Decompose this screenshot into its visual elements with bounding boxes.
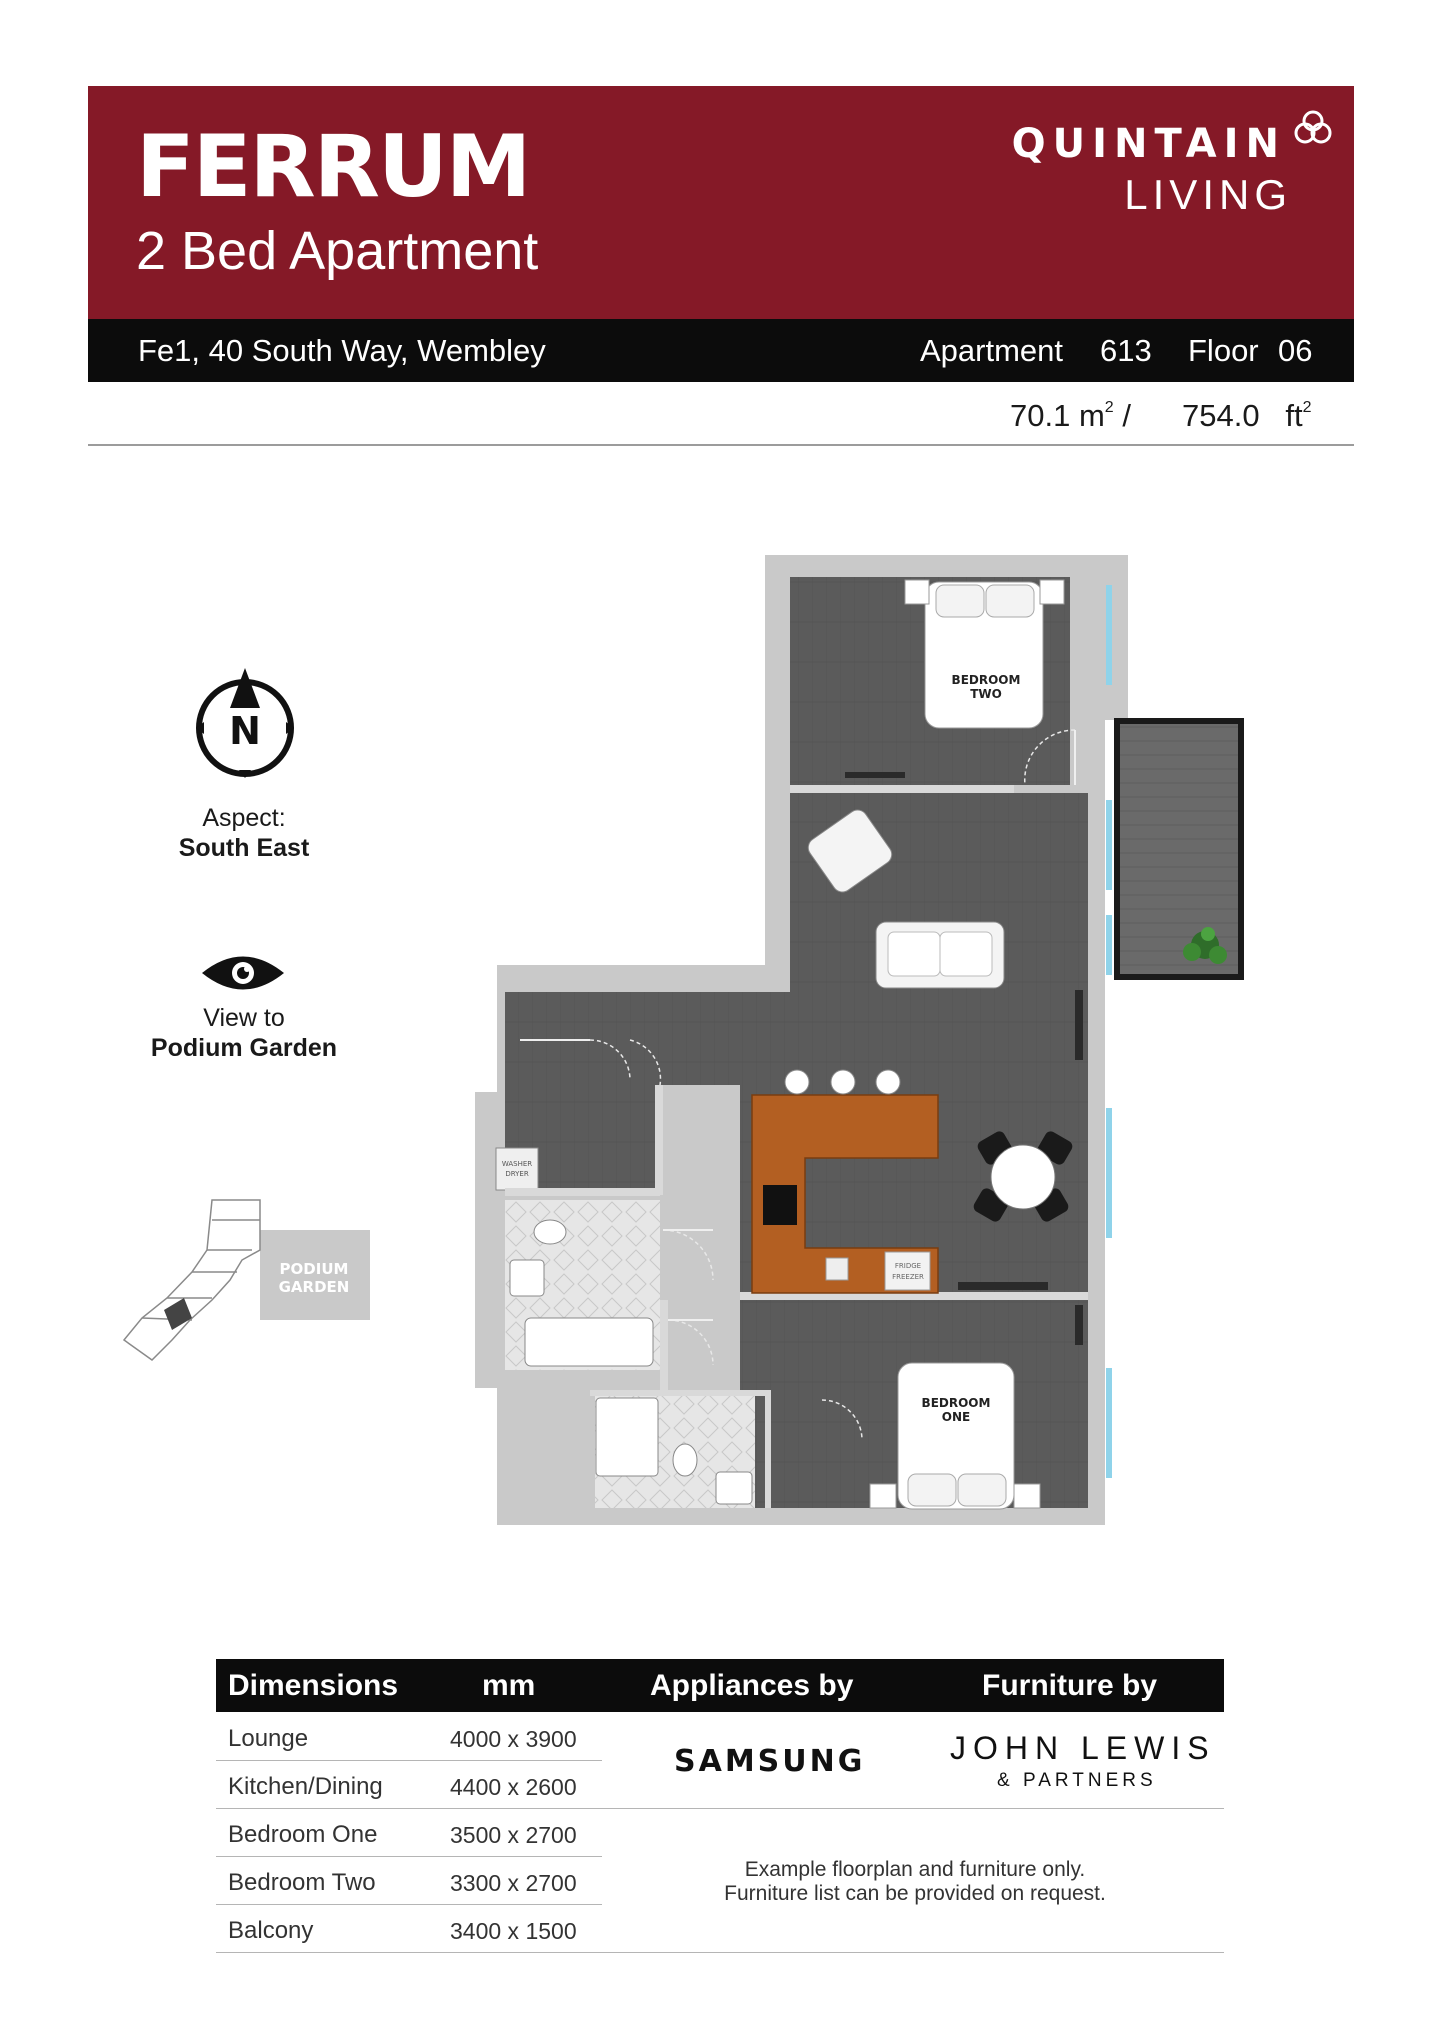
building-title: FERRUM [136,117,530,217]
floor-label: Floor [1188,333,1259,368]
ensuite-toilet [673,1444,697,1476]
kitchen-sink [826,1258,848,1280]
bar-stools [785,1070,900,1094]
divider [88,444,1354,446]
fridge-freezer [885,1252,930,1290]
table-row-room: Kitchen/Dining [228,1773,383,1800]
area-sqm: 70.1 $m^2$ / [1010,398,1131,433]
header-mm: mm [482,1669,536,1702]
area-sqm-unit: m [1078,398,1105,433]
apartment-number: 613 [1100,333,1152,368]
header-furniture: Furniture by [982,1669,1158,1702]
samsung-logo: SAMSUNG [674,1744,866,1779]
table-row-size: 4400 x 2600 [450,1774,577,1800]
aspect-value: South East [178,834,310,862]
bathtub [525,1318,653,1366]
table-row-size: 4000 x 3900 [450,1726,577,1752]
floor-number: 06 [1278,333,1313,368]
area-separator: / [1122,398,1131,433]
area-sqft-unit: ft [1285,398,1303,433]
john-lewis-logo: JOHN LEWIS [950,1730,1216,1766]
bed-two [905,580,1064,728]
view-label: View to [203,1004,285,1032]
eye-icon [200,950,286,996]
sofa-cushion-left [888,932,940,976]
keyplan-label-2: GARDEN [278,1278,350,1296]
hallway-floor [525,1095,655,1190]
sofa-cushion-right [940,932,992,976]
row-divider [216,1952,1224,1953]
bedroom-one-label-2: ONE [941,1410,971,1424]
washer-dryer [496,1148,538,1190]
fridge-label-1: FRIDGE [894,1262,922,1270]
disclaimer-line-2: Furniture list can be provided on request. [724,1882,1106,1905]
header-appliances: Appliances by [650,1669,854,1702]
bedroom-two-label-1: BEDROOM [951,673,1021,687]
bedroom-two-label-2: TWO [970,687,1002,701]
table-row-size: 3400 x 1500 [450,1918,577,1944]
balcony [1120,724,1238,974]
table-row-size: 3500 x 2700 [450,1822,577,1848]
fridge-label-2: FREEZER [892,1273,924,1281]
info-bar [88,319,1354,382]
table-row-room: Bedroom Two [228,1869,376,1896]
brand-subname: LIVING [1124,171,1292,218]
row-divider [216,1856,602,1857]
disclaimer-line-1: Example floorplan and furniture only. [744,1858,1086,1881]
header-banner [88,86,1354,319]
aspect-label: Aspect: [202,804,286,832]
washer-label-1: WASHER [501,1160,533,1168]
area-sqft: 754.0 $ft^2$ [1182,398,1312,433]
view-value: Podium Garden [150,1034,338,1062]
hob [763,1185,797,1225]
row-divider [216,1760,602,1761]
washer-label-2: DRYER [505,1170,529,1178]
bedroom-one-wardrobe [770,1390,830,1508]
table-row-room: Bedroom One [228,1821,378,1848]
row-divider [216,1904,602,1905]
table-row-room: Balcony [228,1917,314,1944]
area-sqft-value: 754.0 [1182,398,1260,433]
apartment-label: Apartment [920,333,1064,368]
floor-plan [470,555,1250,1535]
brand-name: QUINTAIN [1011,121,1286,167]
basin [510,1260,544,1296]
area-sqm-value: 70.1 [1010,398,1071,433]
keyplan-map [112,1190,372,1380]
row-divider [216,1808,1224,1809]
ensuite-basin [716,1472,752,1504]
shower [596,1398,658,1476]
compass-icon [190,664,300,784]
toilet [534,1220,566,1244]
address: Fe1, 40 South Way, Wembley [138,333,546,368]
john-lewis-partners: & PARTNERS [997,1770,1157,1791]
quintain-logo-icon [1290,104,1336,150]
table-row-size: 3300 x 2700 [450,1870,577,1896]
table-header [216,1659,1224,1712]
header-dimensions: Dimensions [228,1669,399,1702]
keyplan-label-1: PODIUM [279,1260,349,1278]
building-footprint [124,1200,260,1360]
bedroom-one-label-1: BEDROOM [921,1396,991,1410]
compass-letter: N [229,709,261,753]
table-row-room: Lounge [228,1725,309,1752]
apartment-type: 2 Bed Apartment [136,221,539,281]
